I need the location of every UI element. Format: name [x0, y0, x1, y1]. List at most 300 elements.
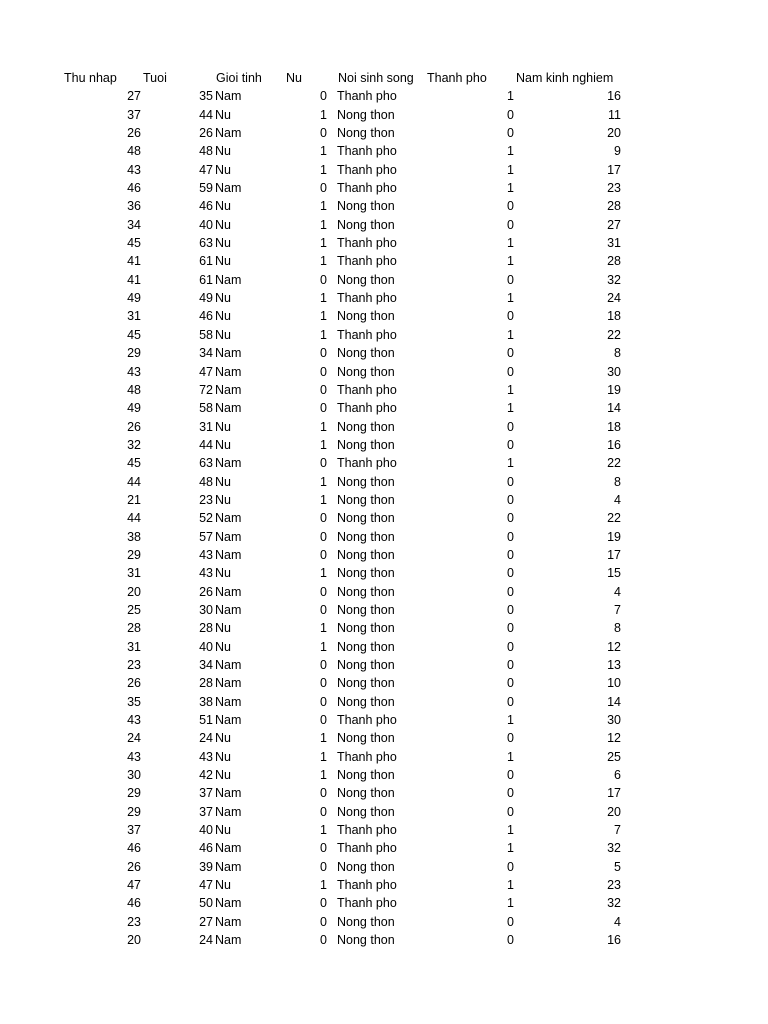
cell-tuoi[interactable]: 26	[199, 126, 213, 141]
cell-gioi-tinh[interactable]: Nu	[215, 566, 231, 581]
cell-thu-nhap[interactable]: 32	[127, 437, 141, 452]
cell-thanh-pho[interactable]: 0	[507, 217, 514, 232]
cell-gioi-tinh[interactable]: Nam	[215, 584, 242, 599]
cell-nam-kinh-nghiem[interactable]: 14	[607, 401, 621, 416]
cell-nam-kinh-nghiem[interactable]: 12	[607, 731, 621, 746]
cell-nu[interactable]: 0	[320, 272, 327, 287]
cell-noi-sinh-song[interactable]: Nong thon	[337, 566, 395, 581]
cell-tuoi[interactable]: 47	[199, 364, 213, 379]
cell-noi-sinh-song[interactable]: Thanh pho	[337, 162, 397, 177]
header-gioi-tinh[interactable]: Gioi tinh	[216, 71, 262, 85]
cell-nu[interactable]: 0	[320, 529, 327, 544]
cell-tuoi[interactable]: 51	[199, 713, 213, 728]
cell-thanh-pho[interactable]: 0	[507, 547, 514, 562]
cell-noi-sinh-song[interactable]: Thanh pho	[337, 291, 397, 306]
cell-tuoi[interactable]: 46	[199, 309, 213, 324]
cell-gioi-tinh[interactable]: Nam	[215, 401, 242, 416]
cell-nu[interactable]: 0	[320, 859, 327, 874]
cell-gioi-tinh[interactable]: Nu	[215, 327, 231, 342]
cell-thu-nhap[interactable]: 49	[127, 401, 141, 416]
cell-thu-nhap[interactable]: 47	[127, 878, 141, 893]
cell-nu[interactable]: 0	[320, 658, 327, 672]
cell-noi-sinh-song[interactable]: Nong thon	[337, 547, 395, 562]
cell-noi-sinh-song[interactable]: Nong thon	[337, 272, 395, 287]
cell-nam-kinh-nghiem[interactable]: 16	[607, 437, 621, 452]
cell-thu-nhap[interactable]: 24	[127, 731, 141, 746]
cell-nu[interactable]: 1	[320, 162, 327, 177]
cell-nu[interactable]: 0	[320, 364, 327, 379]
cell-nam-kinh-nghiem[interactable]: 4	[614, 584, 621, 599]
cell-thu-nhap[interactable]: 27	[127, 89, 141, 104]
cell-thanh-pho[interactable]: 1	[507, 401, 514, 416]
cell-nu[interactable]: 0	[320, 804, 327, 819]
cell-nu[interactable]: 1	[320, 254, 327, 269]
cell-tuoi[interactable]: 42	[199, 768, 213, 783]
cell-nu[interactable]: 0	[320, 346, 327, 361]
cell-noi-sinh-song[interactable]: Nong thon	[337, 933, 395, 948]
cell-tuoi[interactable]: 59	[199, 181, 213, 196]
cell-thanh-pho[interactable]: 0	[507, 199, 514, 214]
cell-gioi-tinh[interactable]: Nam	[215, 859, 242, 874]
cell-nu[interactable]: 1	[320, 878, 327, 893]
cell-nu[interactable]: 0	[320, 382, 327, 397]
cell-nu[interactable]: 1	[320, 199, 327, 214]
cell-tuoi[interactable]: 31	[199, 419, 213, 434]
cell-nam-kinh-nghiem[interactable]: 17	[607, 547, 621, 562]
cell-tuoi[interactable]: 46	[199, 199, 213, 214]
cell-nu[interactable]: 1	[320, 144, 327, 159]
cell-tuoi[interactable]: 48	[199, 144, 213, 159]
cell-noi-sinh-song[interactable]: Thanh pho	[337, 896, 397, 911]
cell-thu-nhap[interactable]: 20	[127, 933, 141, 948]
cell-gioi-tinh[interactable]: Nam	[215, 841, 242, 856]
cell-noi-sinh-song[interactable]: Thanh pho	[337, 713, 397, 728]
cell-nam-kinh-nghiem[interactable]: 28	[607, 199, 621, 214]
cell-tuoi[interactable]: 30	[199, 602, 213, 617]
cell-thu-nhap[interactable]: 44	[127, 511, 141, 526]
cell-tuoi[interactable]: 58	[199, 401, 213, 416]
cell-gioi-tinh[interactable]: Nu	[215, 309, 231, 324]
cell-thu-nhap[interactable]: 48	[127, 382, 141, 397]
cell-nam-kinh-nghiem[interactable]: 8	[614, 474, 621, 489]
cell-thanh-pho[interactable]: 0	[507, 126, 514, 141]
cell-gioi-tinh[interactable]: Nu	[215, 144, 231, 159]
cell-thu-nhap[interactable]: 43	[127, 364, 141, 379]
cell-nam-kinh-nghiem[interactable]: 20	[607, 126, 621, 141]
cell-thanh-pho[interactable]: 1	[507, 144, 514, 159]
cell-thanh-pho[interactable]: 1	[507, 713, 514, 728]
cell-noi-sinh-song[interactable]: Nong thon	[337, 492, 395, 507]
cell-nu[interactable]: 0	[320, 511, 327, 526]
cell-tuoi[interactable]: 34	[199, 658, 213, 672]
cell-tuoi[interactable]: 44	[199, 437, 213, 452]
cell-thanh-pho[interactable]: 0	[507, 107, 514, 122]
cell-nam-kinh-nghiem[interactable]: 17	[607, 786, 621, 801]
cell-nam-kinh-nghiem[interactable]: 4	[614, 914, 621, 929]
cell-thu-nhap[interactable]: 34	[127, 217, 141, 232]
cell-noi-sinh-song[interactable]: Thanh pho	[337, 878, 397, 893]
cell-nam-kinh-nghiem[interactable]: 28	[607, 254, 621, 269]
cell-thanh-pho[interactable]: 1	[507, 162, 514, 177]
cell-tuoi[interactable]: 50	[199, 896, 213, 911]
cell-gioi-tinh[interactable]: Nu	[215, 437, 231, 452]
header-thanh-pho[interactable]: Thanh pho	[427, 71, 487, 85]
cell-thanh-pho[interactable]: 0	[507, 914, 514, 929]
cell-noi-sinh-song[interactable]: Nong thon	[337, 859, 395, 874]
cell-thanh-pho[interactable]: 0	[507, 786, 514, 801]
cell-tuoi[interactable]: 63	[199, 456, 213, 471]
cell-thanh-pho[interactable]: 1	[507, 823, 514, 838]
cell-gioi-tinh[interactable]: Nu	[215, 639, 231, 654]
cell-thanh-pho[interactable]: 0	[507, 566, 514, 581]
cell-nam-kinh-nghiem[interactable]: 13	[607, 658, 621, 672]
cell-thu-nhap[interactable]: 41	[127, 272, 141, 287]
cell-nu[interactable]: 1	[320, 492, 327, 507]
cell-thanh-pho[interactable]: 1	[507, 382, 514, 397]
cell-noi-sinh-song[interactable]: Nong thon	[337, 126, 395, 141]
cell-thanh-pho[interactable]: 1	[507, 456, 514, 471]
cell-noi-sinh-song[interactable]: Nong thon	[337, 694, 395, 709]
cell-thu-nhap[interactable]: 43	[127, 749, 141, 764]
cell-noi-sinh-song[interactable]: Nong thon	[337, 804, 395, 819]
cell-nu[interactable]: 0	[320, 181, 327, 196]
cell-nam-kinh-nghiem[interactable]: 18	[607, 419, 621, 434]
cell-thanh-pho[interactable]: 0	[507, 272, 514, 287]
cell-thu-nhap[interactable]: 23	[127, 658, 141, 672]
cell-noi-sinh-song[interactable]: Nong thon	[337, 437, 395, 452]
cell-thu-nhap[interactable]: 30	[127, 768, 141, 783]
cell-nam-kinh-nghiem[interactable]: 7	[614, 602, 621, 617]
cell-nu[interactable]: 1	[320, 107, 327, 122]
cell-thanh-pho[interactable]: 0	[507, 859, 514, 874]
cell-noi-sinh-song[interactable]: Thanh pho	[337, 456, 397, 471]
cell-gioi-tinh[interactable]: Nam	[215, 786, 242, 801]
cell-thu-nhap[interactable]: 46	[127, 841, 141, 856]
cell-gioi-tinh[interactable]: Nu	[215, 254, 231, 269]
cell-tuoi[interactable]: 57	[199, 529, 213, 544]
cell-thu-nhap[interactable]: 31	[127, 566, 141, 581]
cell-nam-kinh-nghiem[interactable]: 16	[607, 89, 621, 104]
cell-nam-kinh-nghiem[interactable]: 8	[614, 346, 621, 361]
cell-noi-sinh-song[interactable]: Nong thon	[337, 658, 395, 672]
cell-tuoi[interactable]: 40	[199, 639, 213, 654]
cell-noi-sinh-song[interactable]: Thanh pho	[337, 327, 397, 342]
cell-thu-nhap[interactable]: 26	[127, 126, 141, 141]
cell-gioi-tinh[interactable]: Nu	[215, 217, 231, 232]
header-noi-sinh-song[interactable]: Noi sinh song	[338, 71, 414, 85]
cell-thu-nhap[interactable]: 48	[127, 144, 141, 159]
cell-nu[interactable]: 1	[320, 639, 327, 654]
cell-thanh-pho[interactable]: 0	[507, 346, 514, 361]
cell-nu[interactable]: 1	[320, 823, 327, 838]
cell-noi-sinh-song[interactable]: Nong thon	[337, 602, 395, 617]
cell-tuoi[interactable]: 47	[199, 878, 213, 893]
cell-nam-kinh-nghiem[interactable]: 22	[607, 456, 621, 471]
cell-nu[interactable]: 1	[320, 327, 327, 342]
cell-thanh-pho[interactable]: 0	[507, 658, 514, 672]
cell-nam-kinh-nghiem[interactable]: 7	[614, 823, 621, 838]
cell-nam-kinh-nghiem[interactable]: 17	[607, 162, 621, 177]
cell-thanh-pho[interactable]: 0	[507, 474, 514, 489]
cell-thanh-pho[interactable]: 0	[507, 419, 514, 434]
cell-tuoi[interactable]: 58	[199, 327, 213, 342]
cell-thu-nhap[interactable]: 21	[127, 492, 141, 507]
cell-noi-sinh-song[interactable]: Nong thon	[337, 731, 395, 746]
cell-tuoi[interactable]: 40	[199, 217, 213, 232]
cell-nu[interactable]: 0	[320, 456, 327, 471]
cell-nu[interactable]: 1	[320, 437, 327, 452]
cell-noi-sinh-song[interactable]: Thanh pho	[337, 181, 397, 196]
cell-thanh-pho[interactable]: 0	[507, 804, 514, 819]
cell-tuoi[interactable]: 48	[199, 474, 213, 489]
cell-tuoi[interactable]: 39	[199, 859, 213, 874]
cell-nam-kinh-nghiem[interactable]: 23	[607, 181, 621, 196]
cell-gioi-tinh[interactable]: Nam	[215, 272, 242, 287]
cell-nu[interactable]: 1	[320, 236, 327, 251]
cell-thanh-pho[interactable]: 1	[507, 878, 514, 893]
cell-nam-kinh-nghiem[interactable]: 16	[607, 933, 621, 948]
cell-nu[interactable]: 0	[320, 547, 327, 562]
cell-tuoi[interactable]: 46	[199, 841, 213, 856]
cell-thu-nhap[interactable]: 28	[127, 621, 141, 636]
cell-thanh-pho[interactable]: 1	[507, 181, 514, 196]
cell-gioi-tinh[interactable]: Nu	[215, 731, 231, 746]
cell-nu[interactable]: 1	[320, 291, 327, 306]
cell-gioi-tinh[interactable]: Nu	[215, 749, 231, 764]
cell-nam-kinh-nghiem[interactable]: 19	[607, 529, 621, 544]
cell-thu-nhap[interactable]: 46	[127, 896, 141, 911]
cell-gioi-tinh[interactable]: Nam	[215, 676, 242, 691]
cell-thanh-pho[interactable]: 1	[507, 254, 514, 269]
cell-thu-nhap[interactable]: 36	[127, 199, 141, 214]
cell-nam-kinh-nghiem[interactable]: 30	[607, 364, 621, 379]
cell-thu-nhap[interactable]: 23	[127, 914, 141, 929]
cell-nam-kinh-nghiem[interactable]: 20	[607, 804, 621, 819]
cell-thanh-pho[interactable]: 0	[507, 676, 514, 691]
cell-tuoi[interactable]: 28	[199, 621, 213, 636]
cell-gioi-tinh[interactable]: Nam	[215, 713, 242, 728]
cell-thanh-pho[interactable]: 1	[507, 749, 514, 764]
cell-thanh-pho[interactable]: 1	[507, 89, 514, 104]
cell-gioi-tinh[interactable]: Nam	[215, 602, 242, 617]
cell-noi-sinh-song[interactable]: Nong thon	[337, 217, 395, 232]
cell-thanh-pho[interactable]: 0	[507, 731, 514, 746]
cell-thu-nhap[interactable]: 44	[127, 474, 141, 489]
cell-nam-kinh-nghiem[interactable]: 12	[607, 639, 621, 654]
cell-noi-sinh-song[interactable]: Thanh pho	[337, 749, 397, 764]
cell-nu[interactable]: 0	[320, 713, 327, 728]
cell-nu[interactable]: 0	[320, 126, 327, 141]
cell-noi-sinh-song[interactable]: Nong thon	[337, 346, 395, 361]
cell-thanh-pho[interactable]: 0	[507, 694, 514, 709]
cell-thanh-pho[interactable]: 1	[507, 841, 514, 856]
cell-nu[interactable]: 0	[320, 933, 327, 948]
cell-thu-nhap[interactable]: 38	[127, 529, 141, 544]
header-nam-kinh-nghiem[interactable]: Nam kinh nghiem	[516, 71, 614, 85]
cell-noi-sinh-song[interactable]: Nong thon	[337, 786, 395, 801]
cell-nu[interactable]: 1	[320, 474, 327, 489]
cell-tuoi[interactable]: 38	[199, 694, 213, 709]
cell-noi-sinh-song[interactable]: Nong thon	[337, 621, 395, 636]
cell-nu[interactable]: 1	[320, 621, 327, 636]
cell-thanh-pho[interactable]: 0	[507, 639, 514, 654]
cell-thu-nhap[interactable]: 25	[127, 602, 141, 617]
cell-gioi-tinh[interactable]: Nam	[215, 181, 242, 196]
cell-tuoi[interactable]: 34	[199, 346, 213, 361]
cell-gioi-tinh[interactable]: Nam	[215, 126, 242, 141]
cell-noi-sinh-song[interactable]: Nong thon	[337, 419, 395, 434]
cell-thu-nhap[interactable]: 49	[127, 291, 141, 306]
cell-gioi-tinh[interactable]: Nu	[215, 199, 231, 214]
cell-thanh-pho[interactable]: 0	[507, 437, 514, 452]
cell-gioi-tinh[interactable]: Nu	[215, 419, 231, 434]
cell-thanh-pho[interactable]: 0	[507, 364, 514, 379]
cell-tuoi[interactable]: 40	[199, 823, 213, 838]
cell-thanh-pho[interactable]: 1	[507, 291, 514, 306]
cell-thanh-pho[interactable]: 0	[507, 511, 514, 526]
cell-gioi-tinh[interactable]: Nu	[215, 474, 231, 489]
cell-gioi-tinh[interactable]: Nu	[215, 291, 231, 306]
cell-thu-nhap[interactable]: 31	[127, 639, 141, 654]
cell-thu-nhap[interactable]: 31	[127, 309, 141, 324]
cell-nam-kinh-nghiem[interactable]: 25	[607, 749, 621, 764]
cell-thu-nhap[interactable]: 41	[127, 254, 141, 269]
cell-gioi-tinh[interactable]: Nam	[215, 89, 242, 104]
cell-tuoi[interactable]: 26	[199, 584, 213, 599]
cell-tuoi[interactable]: 27	[199, 914, 213, 929]
cell-noi-sinh-song[interactable]: Thanh pho	[337, 401, 397, 416]
cell-noi-sinh-song[interactable]: Nong thon	[337, 529, 395, 544]
cell-tuoi[interactable]: 24	[199, 933, 213, 948]
cell-thu-nhap[interactable]: 45	[127, 327, 141, 342]
cell-thanh-pho[interactable]: 0	[507, 584, 514, 599]
cell-gioi-tinh[interactable]: Nu	[215, 492, 231, 507]
cell-nam-kinh-nghiem[interactable]: 22	[607, 327, 621, 342]
cell-gioi-tinh[interactable]: Nam	[215, 382, 242, 397]
cell-nu[interactable]: 0	[320, 786, 327, 801]
cell-tuoi[interactable]: 43	[199, 547, 213, 562]
header-thu-nhap[interactable]: Thu nhap	[64, 71, 117, 85]
cell-tuoi[interactable]: 61	[199, 254, 213, 269]
cell-thanh-pho[interactable]: 1	[507, 327, 514, 342]
cell-tuoi[interactable]: 49	[199, 291, 213, 306]
cell-nu[interactable]: 0	[320, 602, 327, 617]
cell-noi-sinh-song[interactable]: Thanh pho	[337, 823, 397, 838]
cell-tuoi[interactable]: 35	[199, 89, 213, 104]
cell-thu-nhap[interactable]: 43	[127, 713, 141, 728]
cell-thanh-pho[interactable]: 0	[507, 621, 514, 636]
cell-gioi-tinh[interactable]: Nu	[215, 878, 231, 893]
cell-nam-kinh-nghiem[interactable]: 10	[607, 676, 621, 691]
cell-nu[interactable]: 1	[320, 566, 327, 581]
cell-nu[interactable]: 1	[320, 309, 327, 324]
cell-noi-sinh-song[interactable]: Nong thon	[337, 511, 395, 526]
cell-nam-kinh-nghiem[interactable]: 15	[607, 566, 621, 581]
cell-nam-kinh-nghiem[interactable]: 18	[607, 309, 621, 324]
cell-tuoi[interactable]: 44	[199, 107, 213, 122]
cell-thanh-pho[interactable]: 0	[507, 309, 514, 324]
cell-gioi-tinh[interactable]: Nu	[215, 162, 231, 177]
cell-gioi-tinh[interactable]: Nu	[215, 621, 231, 636]
cell-tuoi[interactable]: 52	[199, 511, 213, 526]
cell-nam-kinh-nghiem[interactable]: 24	[607, 291, 621, 306]
cell-noi-sinh-song[interactable]: Thanh pho	[337, 144, 397, 159]
cell-thu-nhap[interactable]: 37	[127, 107, 141, 122]
cell-gioi-tinh[interactable]: Nam	[215, 694, 242, 709]
cell-thu-nhap[interactable]: 43	[127, 162, 141, 177]
cell-noi-sinh-song[interactable]: Thanh pho	[337, 382, 397, 397]
cell-tuoi[interactable]: 61	[199, 272, 213, 287]
cell-noi-sinh-song[interactable]: Thanh pho	[337, 236, 397, 251]
cell-noi-sinh-song[interactable]: Thanh pho	[337, 254, 397, 269]
cell-thu-nhap[interactable]: 35	[127, 694, 141, 709]
cell-tuoi[interactable]: 37	[199, 804, 213, 819]
cell-nu[interactable]: 1	[320, 419, 327, 434]
cell-gioi-tinh[interactable]: Nam	[215, 511, 242, 526]
cell-nam-kinh-nghiem[interactable]: 32	[607, 896, 621, 911]
cell-thanh-pho[interactable]: 0	[507, 768, 514, 783]
cell-thu-nhap[interactable]: 45	[127, 456, 141, 471]
cell-thu-nhap[interactable]: 26	[127, 676, 141, 691]
cell-noi-sinh-song[interactable]: Nong thon	[337, 364, 395, 379]
cell-noi-sinh-song[interactable]: Nong thon	[337, 199, 395, 214]
cell-tuoi[interactable]: 23	[199, 492, 213, 507]
cell-nam-kinh-nghiem[interactable]: 31	[607, 236, 621, 251]
cell-nam-kinh-nghiem[interactable]: 8	[614, 621, 621, 636]
cell-nu[interactable]: 1	[320, 768, 327, 783]
cell-tuoi[interactable]: 28	[199, 676, 213, 691]
cell-nu[interactable]: 0	[320, 694, 327, 709]
cell-thu-nhap[interactable]: 26	[127, 419, 141, 434]
cell-nam-kinh-nghiem[interactable]: 19	[607, 382, 621, 397]
cell-nu[interactable]: 0	[320, 676, 327, 691]
cell-gioi-tinh[interactable]: Nu	[215, 768, 231, 783]
cell-tuoi[interactable]: 47	[199, 162, 213, 177]
cell-noi-sinh-song[interactable]: Nong thon	[337, 639, 395, 654]
cell-tuoi[interactable]: 43	[199, 749, 213, 764]
cell-thanh-pho[interactable]: 0	[507, 933, 514, 948]
header-tuoi[interactable]: Tuoi	[143, 71, 167, 85]
cell-nu[interactable]: 1	[320, 217, 327, 232]
cell-thu-nhap[interactable]: 46	[127, 181, 141, 196]
cell-thu-nhap[interactable]: 26	[127, 859, 141, 874]
cell-gioi-tinh[interactable]: Nam	[215, 658, 242, 672]
cell-noi-sinh-song[interactable]: Thanh pho	[337, 89, 397, 104]
cell-thanh-pho[interactable]: 0	[507, 602, 514, 617]
cell-nam-kinh-nghiem[interactable]: 4	[614, 492, 621, 507]
cell-noi-sinh-song[interactable]: Nong thon	[337, 676, 395, 691]
cell-nam-kinh-nghiem[interactable]: 32	[607, 272, 621, 287]
cell-nu[interactable]: 1	[320, 731, 327, 746]
cell-thu-nhap[interactable]: 29	[127, 804, 141, 819]
cell-nam-kinh-nghiem[interactable]: 14	[607, 694, 621, 709]
cell-thu-nhap[interactable]: 29	[127, 786, 141, 801]
cell-thu-nhap[interactable]: 29	[127, 346, 141, 361]
cell-noi-sinh-song[interactable]: Nong thon	[337, 914, 395, 929]
cell-thanh-pho[interactable]: 1	[507, 896, 514, 911]
cell-nu[interactable]: 0	[320, 914, 327, 929]
cell-gioi-tinh[interactable]: Nam	[215, 933, 242, 948]
cell-thanh-pho[interactable]: 0	[507, 492, 514, 507]
cell-gioi-tinh[interactable]: Nam	[215, 346, 242, 361]
cell-gioi-tinh[interactable]: Nam	[215, 529, 242, 544]
cell-nu[interactable]: 0	[320, 584, 327, 599]
cell-tuoi[interactable]: 24	[199, 731, 213, 746]
cell-tuoi[interactable]: 37	[199, 786, 213, 801]
header-nu[interactable]: Nu	[286, 71, 302, 85]
cell-noi-sinh-song[interactable]: Nong thon	[337, 107, 395, 122]
cell-nu[interactable]: 0	[320, 841, 327, 856]
